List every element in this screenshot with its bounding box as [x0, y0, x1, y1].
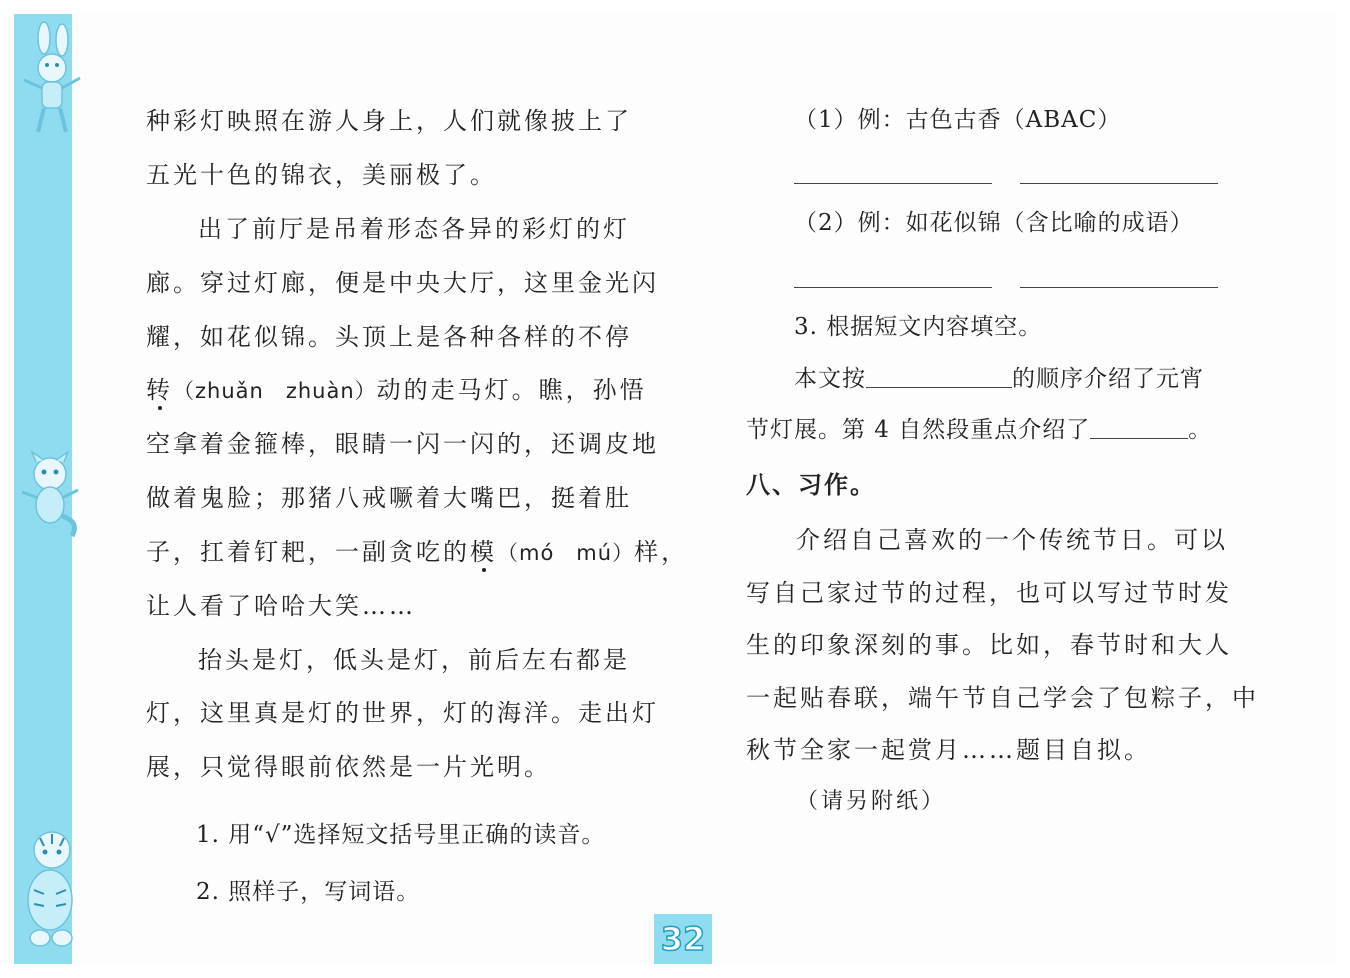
raccoon-cartoon-icon — [14, 450, 86, 540]
passage-line: 做着鬼脸；那猪八戒噘着大嘴巴，挺着肚 — [146, 484, 632, 512]
answer-blank[interactable] — [794, 183, 992, 184]
passage-line: 展，只觉得眼前依然是一片光明。 — [146, 753, 551, 781]
fill-in-line — [746, 415, 1212, 445]
fill-blank[interactable] — [866, 367, 1012, 388]
fill-in-line — [794, 364, 1204, 394]
passage-line: 让人看了哈哈大笑…… — [146, 592, 416, 620]
passage-text: 样， — [634, 538, 689, 566]
tiger-cartoon-icon — [14, 820, 86, 960]
passage-line: 种彩灯映照在游人身上，人们就像披上了 — [146, 107, 632, 135]
passage-line: 空拿着金箍棒，眼睛一闪一闪的，还调皮地 — [146, 430, 659, 458]
example-1: （1）例：古色古香（ABAC） — [794, 107, 1122, 133]
passage-line: 五光十色的锦衣，美丽极了。 — [146, 161, 497, 189]
question-1: 1. 用“√”选择短文括号里正确的读音。 — [196, 822, 606, 848]
essay-line: 介绍自己喜欢的一个传统节日。可以 — [796, 526, 1228, 554]
passage-text: 动的走马灯。瞧，孙悟 — [376, 376, 647, 404]
fill-text: 的顺序介绍了元宵 — [1012, 366, 1204, 392]
essay-line: 一起贴春联，端午节自己学会了包粽子，中 — [746, 684, 1259, 712]
note: （请另附纸） — [796, 789, 947, 814]
answer-blank[interactable] — [1020, 287, 1218, 288]
essay-line: 写自己家过节的过程，也可以写过节时发 — [746, 579, 1232, 607]
passage-line: 廊。穿过灯廊，便是中央大厅，这里金光闪 — [146, 269, 659, 297]
passage-line-with-pinyin — [146, 375, 647, 406]
passage-line-with-pinyin — [146, 537, 688, 568]
dotted-character: 转 — [146, 376, 173, 404]
question-3: 3. 根据短文内容填空。 — [794, 314, 1043, 340]
fill-blank[interactable] — [1090, 418, 1188, 439]
passage-line: 灯，这里真是灯的世界，灯的海洋。走出灯 — [146, 699, 659, 727]
pinyin-options[interactable]: （mó mú） — [497, 541, 635, 565]
question-2: 2. 照样子，写词语。 — [196, 879, 421, 905]
passage-line: 出了前厅是吊着形态各异的彩灯的灯 — [198, 215, 630, 243]
fill-text: 。 — [1188, 417, 1213, 443]
answer-blank[interactable] — [794, 287, 992, 288]
pinyin-options[interactable]: （zhuǎn zhuàn） — [173, 379, 377, 403]
rabbit-cartoon-icon — [14, 20, 86, 140]
page-number: 32 — [654, 914, 712, 964]
passage-line: 耀，如花似锦。头顶上是各种各样的不停 — [146, 323, 632, 351]
fill-text: 节灯展。第 4 自然段重点介绍了 — [746, 417, 1091, 443]
example-2: （2）例：如花似锦（含比喻的成语） — [794, 210, 1194, 236]
fill-text: 本文按 — [794, 366, 866, 392]
essay-line: 生的印象深刻的事。比如，春节时和大人 — [746, 631, 1232, 659]
dotted-character: 模 — [470, 538, 497, 566]
section-title: 八、习作。 — [746, 471, 876, 499]
passage-text: 子，扛着钉耙，一副贪吃的 — [146, 538, 470, 566]
essay-line: 秋节全家一起赏月……题目自拟。 — [746, 736, 1151, 764]
answer-blank[interactable] — [1020, 183, 1218, 184]
passage-line: 抬头是灯，低头是灯，前后左右都是 — [198, 646, 630, 674]
